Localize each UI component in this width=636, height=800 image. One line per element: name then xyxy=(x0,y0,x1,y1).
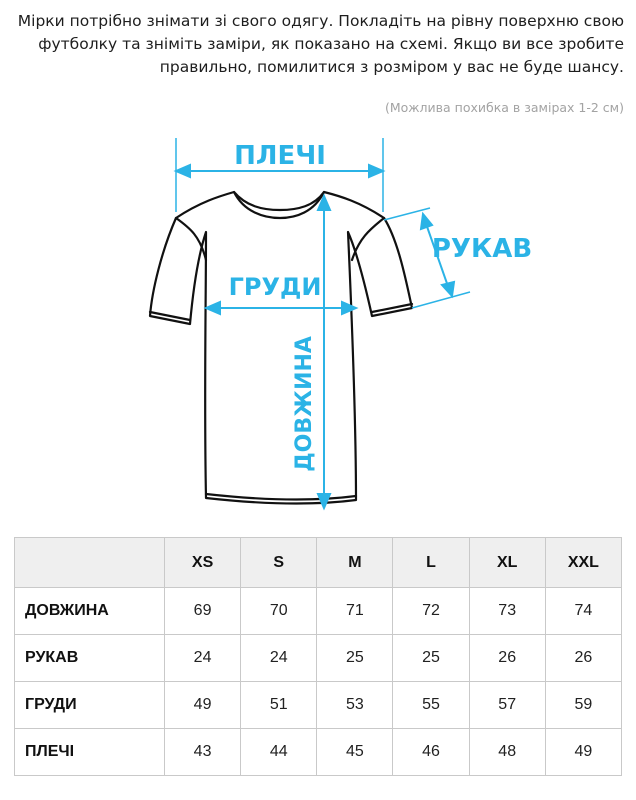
table-cell: 73 xyxy=(469,588,545,635)
chest-label: ГРУДИ xyxy=(228,273,322,301)
table-cell: 71 xyxy=(317,588,393,635)
table-cell: 70 xyxy=(241,588,317,635)
table-cell: 53 xyxy=(317,682,393,729)
size-header: S xyxy=(241,538,317,588)
size-header: XS xyxy=(165,538,241,588)
row-label: ПЛЕЧІ xyxy=(15,729,165,776)
sleeve-label: РУКАВ xyxy=(431,234,533,264)
table-cell: 45 xyxy=(317,729,393,776)
table-cell: 49 xyxy=(545,729,621,776)
table-cell: 59 xyxy=(545,682,621,729)
size-table xyxy=(14,537,622,776)
tshirt-measurement-diagram xyxy=(0,120,636,520)
error-margin-note: (Можлива похибка в замірах 1-2 см) xyxy=(384,100,624,115)
table-cell: 57 xyxy=(469,682,545,729)
size-header: XXL xyxy=(545,538,621,588)
table-cell: 25 xyxy=(393,635,469,682)
table-cell: 74 xyxy=(545,588,621,635)
table-cell: 26 xyxy=(469,635,545,682)
size-header: M xyxy=(317,538,393,588)
table-row xyxy=(15,588,622,635)
table-cell: 25 xyxy=(317,635,393,682)
table-cell: 51 xyxy=(241,682,317,729)
row-label: ГРУДИ xyxy=(15,682,165,729)
table-row xyxy=(15,729,622,776)
table-cell: 69 xyxy=(165,588,241,635)
table-cell: 24 xyxy=(165,635,241,682)
table-corner-cell xyxy=(15,538,165,588)
tshirt-icon xyxy=(150,192,412,504)
row-label: ДОВЖИНА xyxy=(15,588,165,635)
table-row xyxy=(15,682,622,729)
length-label: ДОВЖИНА xyxy=(292,336,317,472)
table-cell: 46 xyxy=(393,729,469,776)
shoulders-label: ПЛЕЧІ xyxy=(234,141,326,171)
table-cell: 24 xyxy=(241,635,317,682)
table-cell: 43 xyxy=(165,729,241,776)
size-header-row xyxy=(15,538,622,588)
table-cell: 26 xyxy=(545,635,621,682)
intro-text: Мірки потрібно знімати зі свого одягу. Покладіть на рівну поверхню свою футболку та зніміть заміри, як показано на схемі. Якщо ви все зробите правильно, помилитися з розміром у вас не буде шансу. xyxy=(17,12,624,76)
table-cell: 49 xyxy=(165,682,241,729)
table-cell: 72 xyxy=(393,588,469,635)
size-header: XL xyxy=(469,538,545,588)
row-label: РУКАВ xyxy=(15,635,165,682)
table-row xyxy=(15,635,622,682)
table-cell: 55 xyxy=(393,682,469,729)
table-cell: 44 xyxy=(241,729,317,776)
size-header: L xyxy=(393,538,469,588)
table-cell: 48 xyxy=(469,729,545,776)
